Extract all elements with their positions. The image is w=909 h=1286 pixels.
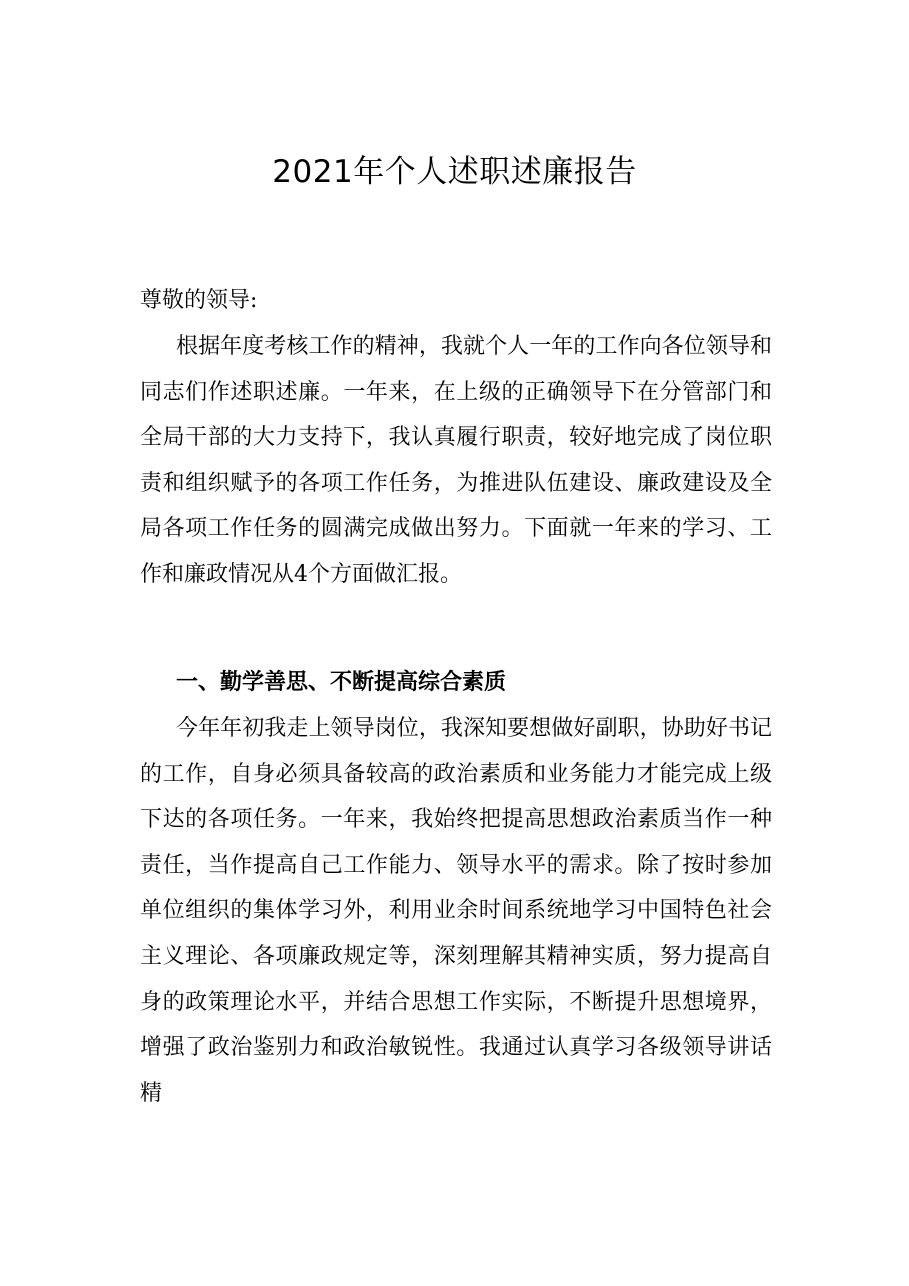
intro-paragraph: 根据年度考核工作的精神，我就个人一年的工作向各位领导和同志们作述职述廉。一年来，在上级的正确领导下在分管部门和全局干部的大力支持下，我认真履行职责，较好地完成了岗位职责和组织赋予的各项工作任务，为推进队伍建设、廉政建设及全局各项工作任务的圆满完成做出努力。下面就一年来的学习、工作和廉政情况从4个方面做汇报。 — [140, 334, 772, 587]
section-paragraph: 今年年初我走上领导岗位，我深知要想做好副职，协助好书记的工作，自身必须具备较高的政治素质和业务能力才能完成上级下达的各项任务。一年来，我始终把提高思想政治素质当作一种责任，当作提高自己工作能力、领导水平的需求。除了按时参加单位组织的集体学习外，利用业余时间系统地学习中国特色社会主义理论、各项廉政规定等，深刻理解其精神实质，努力提高自身的政策理论水平，并结合思想工作实际，不断提升思想境界，增强了政治鉴别力和政治敏锐性。我通过认真学习各级领导讲话精 — [140, 716, 772, 1106]
section-heading: 一、勤学善思、不断提高综合素质 — [176, 670, 507, 695]
document-title: 2021年个人述职述廉报告 — [272, 154, 637, 190]
salutation: 尊敬的领导: — [140, 288, 258, 313]
